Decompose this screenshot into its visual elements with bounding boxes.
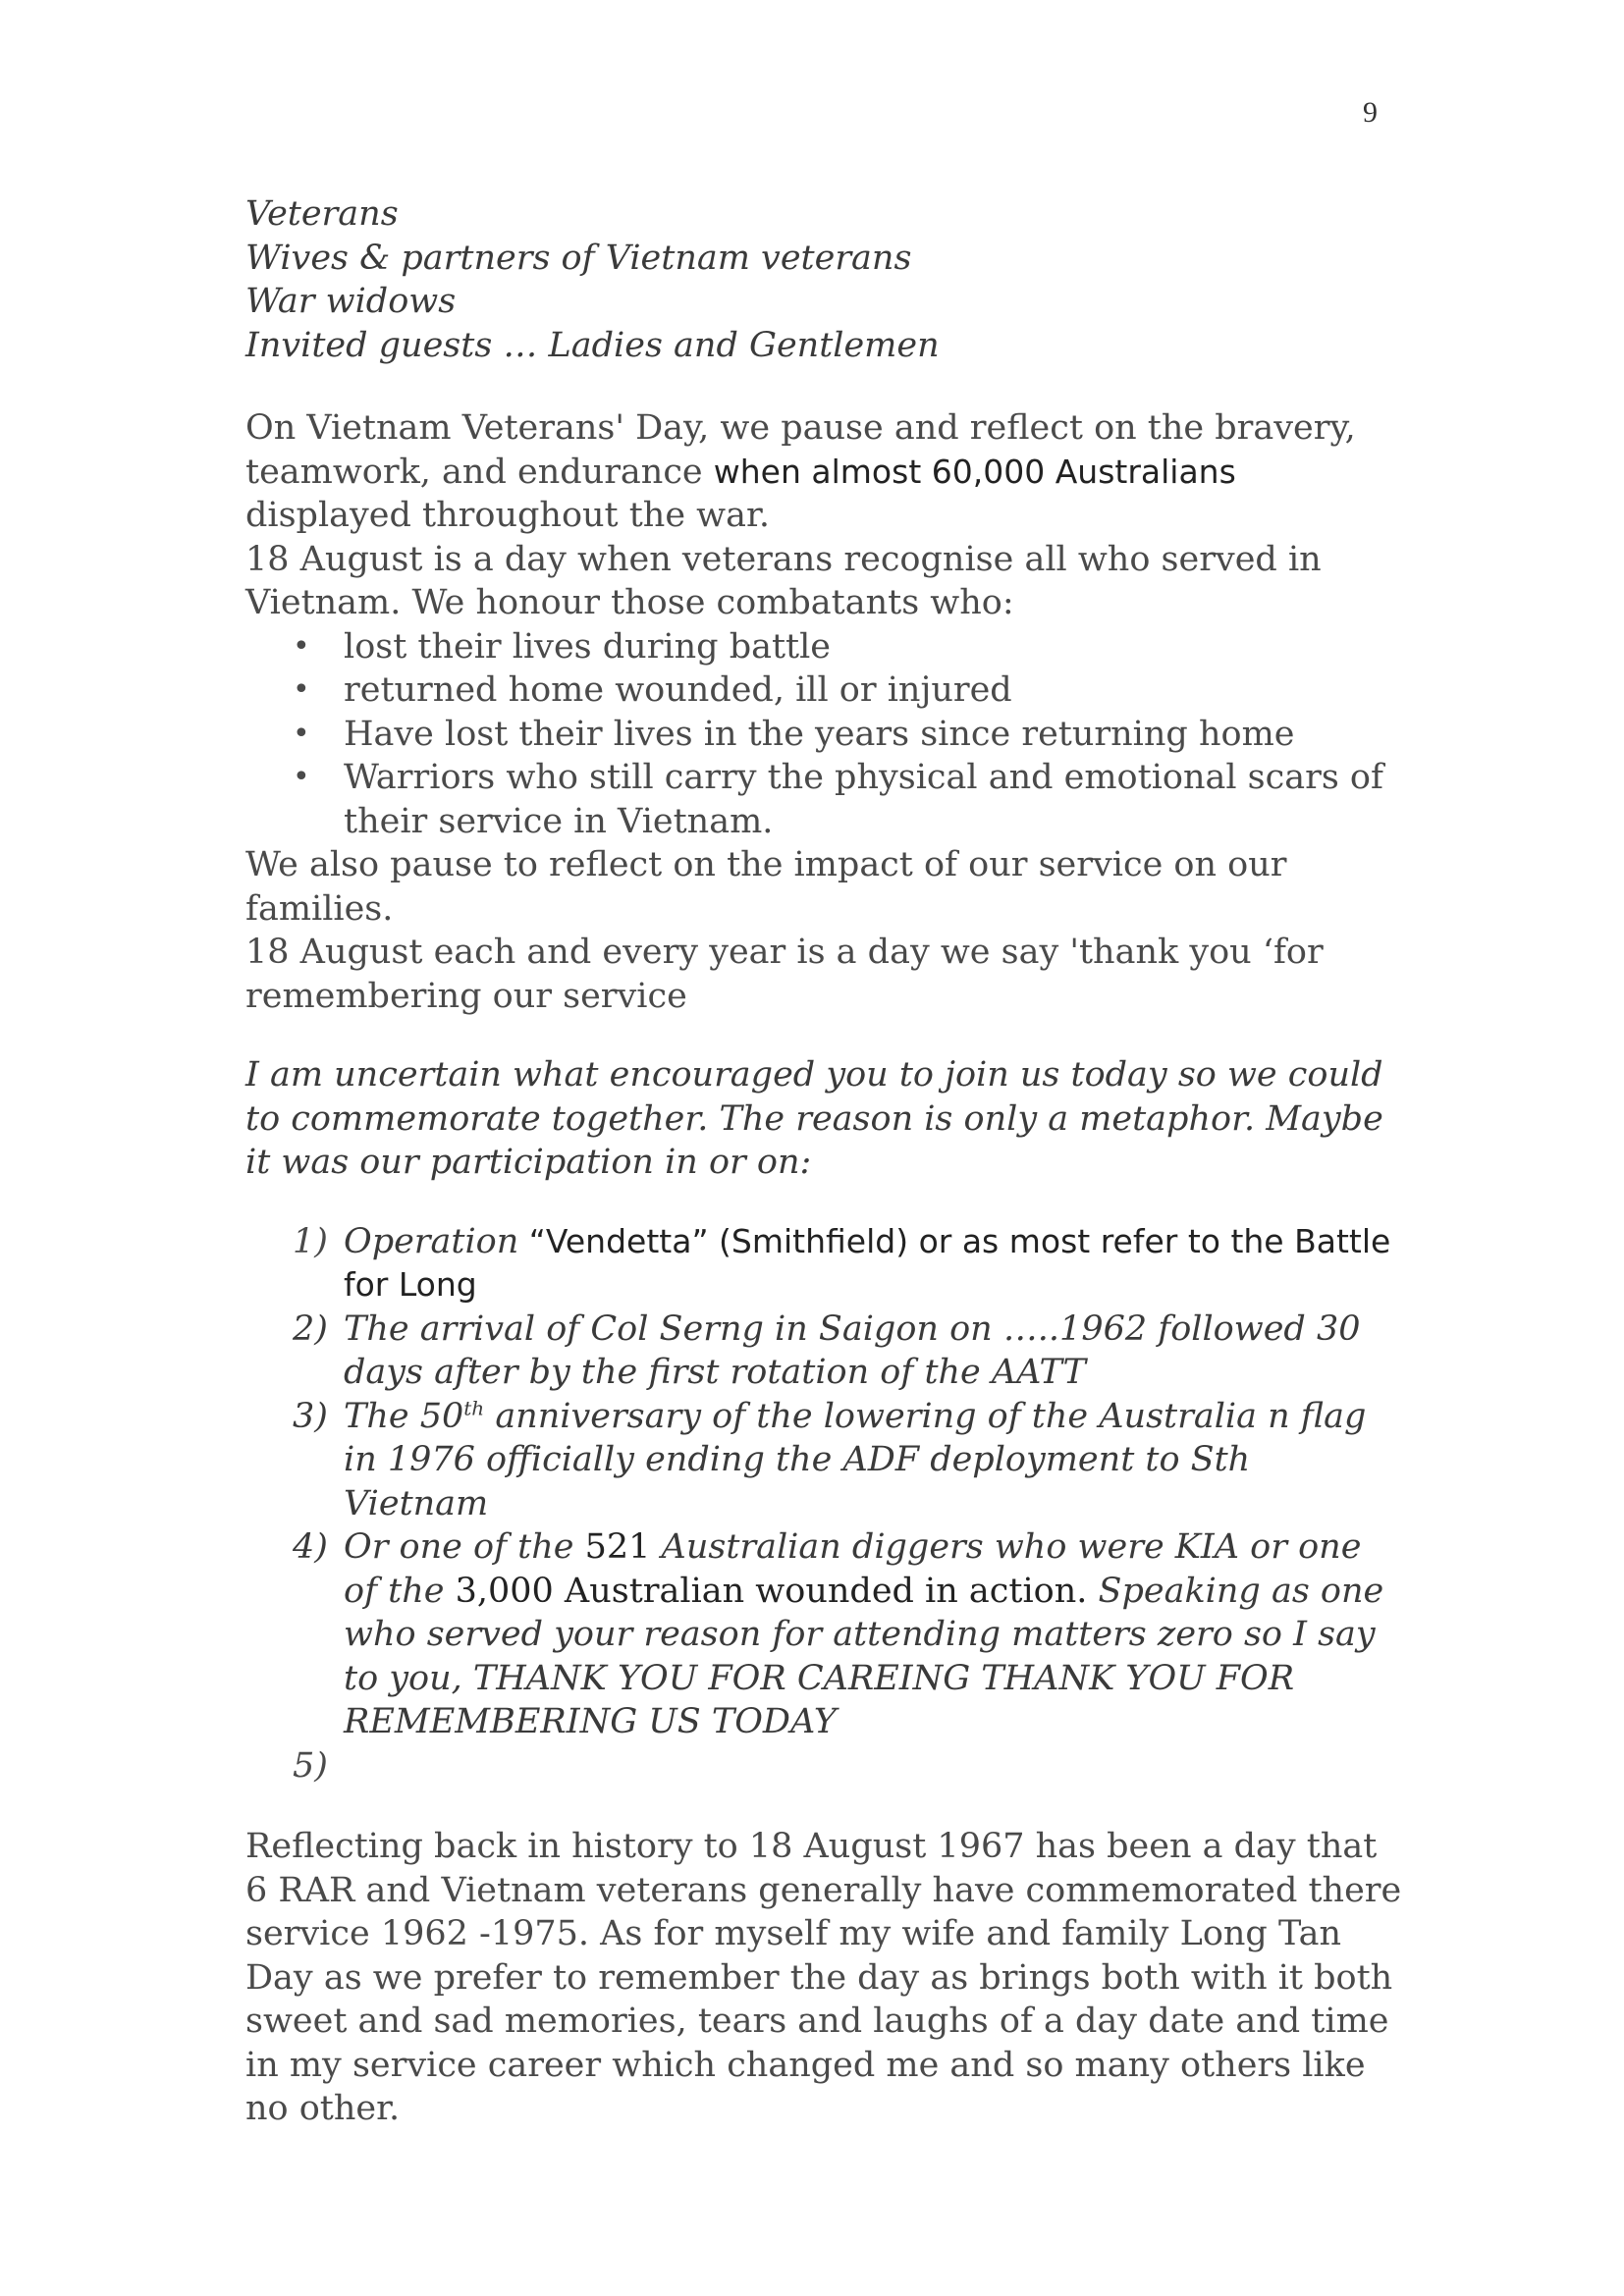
list-item <box>293 1525 1404 1744</box>
numbered-list <box>245 1220 1404 1789</box>
paragraph-text: displayed throughout the war. <box>245 496 771 535</box>
list-item-text: The 50 <box>344 1396 464 1436</box>
list-number: 5) <box>293 1745 328 1786</box>
page-number: 9 <box>1363 96 1378 129</box>
greeting-line: Invited guests … Ladies and Gentlemen <box>245 325 940 365</box>
paragraph-text: On Vietnam Veterans' Day, we pause and reflect on the bravery, teamwork, and endurance <box>245 408 1356 492</box>
paragraph-closing: Reflecting back in history to 18 August 1967 has been a day that 6 RAR and Vietnam veterans generally have commemorated there service 1962 -1975. As for myself my wife and family Long Tan Day as we prefer to remember the day as brings both with it both sweet and sad memories, tears and laughs of a day date and time in my service career which changed me and so many others like no other. <box>245 1827 1402 2128</box>
greetings-block <box>245 192 1404 367</box>
list-item-text: 3,000 Australian wounded in action. <box>455 1571 1088 1611</box>
list-item-text: “Vendetta” (Smithfield) or as most refer to the Battle for Long <box>344 1221 1391 1304</box>
list-item-text: The arrival of Col Serng in Saigon on …..1962 followed 30 days after by the first rotation of the AATT <box>344 1308 1361 1392</box>
list-item <box>293 625 1404 669</box>
list-number: 1) <box>293 1221 328 1261</box>
list-item-text: Speaking as one who served your reason for attending matters zero so I say to you, THANK YOU FOR CAREING THANK YOU FOR REMEMBERING US TODAY <box>344 1571 1384 1741</box>
paragraph-18-august: 18 August is a day when veterans recognise all who served in Vietnam. We honour those combatants who: <box>245 539 1322 622</box>
paragraph-veterans-day <box>245 406 1404 538</box>
list-item <box>293 713 1404 757</box>
bullet-icon: • <box>293 716 310 751</box>
list-item <box>293 1220 1404 1308</box>
list-item-text: Or one of the <box>344 1527 585 1567</box>
bullet-icon: • <box>293 760 310 794</box>
list-item-text: Have lost their lives in the years since returning home <box>344 714 1295 754</box>
list-number: 4) <box>293 1527 328 1567</box>
paragraph-intro: I am uncertain what encouraged you to join us today so we could to commemorate together. The reason is only a metaphor. Maybe it was our participation in or on: <box>245 1055 1383 1182</box>
superscript: th <box>463 1395 485 1419</box>
list-item-text: 521 <box>584 1527 651 1567</box>
list-item-text: Operation <box>344 1221 519 1261</box>
list-item <box>293 1395 1404 1526</box>
list-number: 2) <box>293 1308 328 1349</box>
bullet-list <box>245 625 1404 844</box>
list-item-text: lost their lives during battle <box>344 626 831 667</box>
list-item-text: Warriors who still carry the physical and emotional scars of their service in Vietnam. <box>344 758 1383 841</box>
paragraph-families: We also pause to reflect on the impact of our service on our families. <box>245 845 1287 929</box>
list-item <box>293 668 1404 713</box>
bullet-icon: • <box>293 672 310 707</box>
list-item <box>293 1744 1404 1789</box>
list-item <box>293 1308 1404 1395</box>
greeting-line: Wives & partners of Vietnam veterans <box>245 238 912 278</box>
list-item-text: Australian diggers who were KIA or one of the <box>344 1527 1362 1611</box>
greeting-line: War widows <box>245 282 457 321</box>
list-item-text: returned home wounded, ill or injured <box>344 670 1012 710</box>
paragraph-thank-you: 18 August each and every year is a day we say 'thank you ‘for remembering our service <box>245 933 1324 1016</box>
list-item <box>293 756 1404 843</box>
greeting-line: Veterans <box>245 194 399 234</box>
list-item-text: anniversary of the lowering of the Australia n flag in 1976 officially ending the ADF deployment to Sth Vietnam <box>344 1396 1367 1523</box>
document-body <box>245 192 1404 2131</box>
list-number: 3) <box>293 1396 328 1436</box>
bullet-icon: • <box>293 628 310 664</box>
highlighted-text: when almost 60,000 Australians <box>713 452 1236 491</box>
